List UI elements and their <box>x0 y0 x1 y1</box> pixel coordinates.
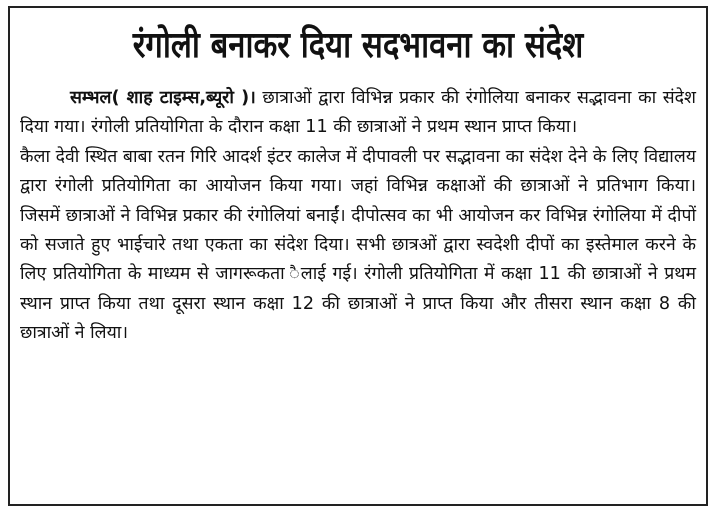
newspaper-clipping <box>8 6 708 506</box>
article-paragraph-2: कैला देवी स्थित बाबा रतन गिरि आदर्श इंटर कालेज में दीपावली पर सद्भावना का संदेश देने के लिए विद्यालय द्वारा रंगोली प्रतियोगिता का आयोजन किया गया। जहां विभिन्न कक्षाओं की छात्राओं ने प्रतिभाग किया। जिसमें छात्राओं ने विभिन्न प्रकार की रंगोलियां बनाईं। दीपोत्सव का भी आयोजन कर विभिन्न रंगोलिया में दीपों को सजाते हुए भाईचारे तथा एकता का संदेश दिया। सभी छात्रओं द्वारा स्वदेशी दीपों का इस्तेमाल करने के लिए प्रतियोगिता के माध्यम से जागरूकता ैलाई गई। रंगोली प्रतियोगिता में कक्षा 11 की छात्राओं ने प्रथम स्थान प्राप्त किया तथा दूसरा स्थान कक्षा 12 की छात्राओं ने प्राप्त किया और तीसरा स्थान कक्षा 8 की छात्राओं ने लिया। <box>20 146 696 344</box>
article-body <box>20 84 696 349</box>
headline: रंगोली बनाकर दिया सदभावना का संदेश <box>132 24 584 66</box>
paragraph-1-text: छात्राओं द्वारा विभिन्न प्रकार की रंगोलिया बनाकर सद्भावना का संदेश दिया गया। रंगोली प्रतियोगिता के दौरान कक्षा 11 की छात्राओं ने प्रथम स्थान प्राप्त किया। <box>20 88 696 138</box>
article-paragraph-1 <box>20 84 696 143</box>
dateline: सम्भल( शाह टाइम्स,ब्यूरो )। <box>70 88 256 108</box>
